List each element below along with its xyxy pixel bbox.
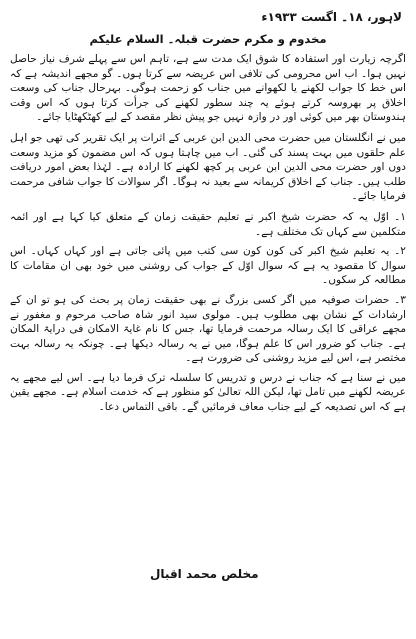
paragraph-intro: اگرچہ زیارت اور استفادہ کا شوق ایک مدت سے ہے، تاہم اس سے پہلے شرف نیاز حاصل نہیں ہوا۔ اب اس محرومی کی تلافی اس عریضہ سے کرتا ہوں۔ گو مجھے اندیشہ ہے کہ اس خط کا جواب لکھنے یا لکھوانے میں جناب کو زحمت ہوگی۔ بہرحال جناب کی وسعت اخلاق پر بھروسہ کرتے ہوئے یہ چند سطور لکھنے کی جرأت کرتا ہوں کہ اس وقت ہندوستان بھر میں کوئی اور در وازہ نہیں جو پیش نظر مقصد کے لیے کھٹکھٹایا جائے۔ [10, 53, 406, 124]
salutation: مخدوم و مکرم حضرت قبلہ۔ السلام علیکم [89, 32, 327, 46]
letter-date: لاہور، ۱۸۔ اگست ۱۹۳۳ء [261, 10, 402, 24]
letter-body [10, 52, 406, 415]
paragraph-context: میں نے انگلستان میں حضرت محی الدین ابن عربی کے اثرات پر ایک تقریر کی تھی جو اہل علم حلقوں میں بہت پسند کی گئی۔ اب میں چاہتا ہوں کہ اس مضمون کو مزید وسعت دوں اور حضرت محی الدین ابن عربی پر کچھ لکھنے کا ارادہ ہے۔ لہٰذا بعض امور دریافت طلب ہیں۔ جناب کے اخلاق کریمانہ سے بعید نہ ہوگا۔ اگر سوالات کا جواب شافی مرحمت فرمایا جائے۔ [10, 131, 406, 203]
paragraph-closing: میں نے سنا ہے کہ جناب نے درس و تدریس کا سلسلہ ترک فرما دیا ہے۔ اس لیے مجھے یہ عریضہ لکھنے میں تامل تھا، لیکن اللہ تعالیٰ کو منظور ہے کہ خدمت اسلام ہے۔ مجھے یقین ہے کہ اس تصدیعہ کے لیے جناب معاف فرمائیں گے۔ باقی التماس دعا۔ [10, 371, 406, 414]
question-2: ۲۔ یہ تعلیم شیخ اکبر کی کون کون سی کتب میں پائی جاتی ہے اور کہاں کہاں۔ اس سوال کا مقصود یہ ہے کہ سوال اوّل کے جواب کی روشنی میں خود بھی ان مقامات کا مطالعہ کر سکوں۔ [10, 245, 406, 287]
signature: مخلص محمد اقبال [150, 567, 259, 581]
question-3: ۳۔ حضرات صوفیہ میں اگر کسی بزرگ نے بھی حقیقت زمان پر بحث کی ہو تو ان کے ارشادات کے نشان بھی مطلوب ہیں۔ مولوی سید انور شاہ صاحب مرحوم و مغفور نے مجھے عراقی کا ایک رسالہ مرحمت فرمایا تھا، جس کا نام غایۃ الامکان فی درایۃ المکان ہے۔ جناب کو ضرور اس کا علم ہوگا، میں نے یہ رسالہ دیکھا ہے۔ چونکہ یہ رسالہ بہت مختصر ہے، اس لیے مزید روشنی کی ضرورت ہے۔ [10, 293, 406, 365]
question-1: ۱۔ اوّل یہ کہ حضرت شیخ اکبر نے تعلیم حقیقت زمان کے متعلق کیا کہا ہے اور ائمہ متکلمین سے کہاں تک مختلف ہے۔ [10, 210, 406, 238]
